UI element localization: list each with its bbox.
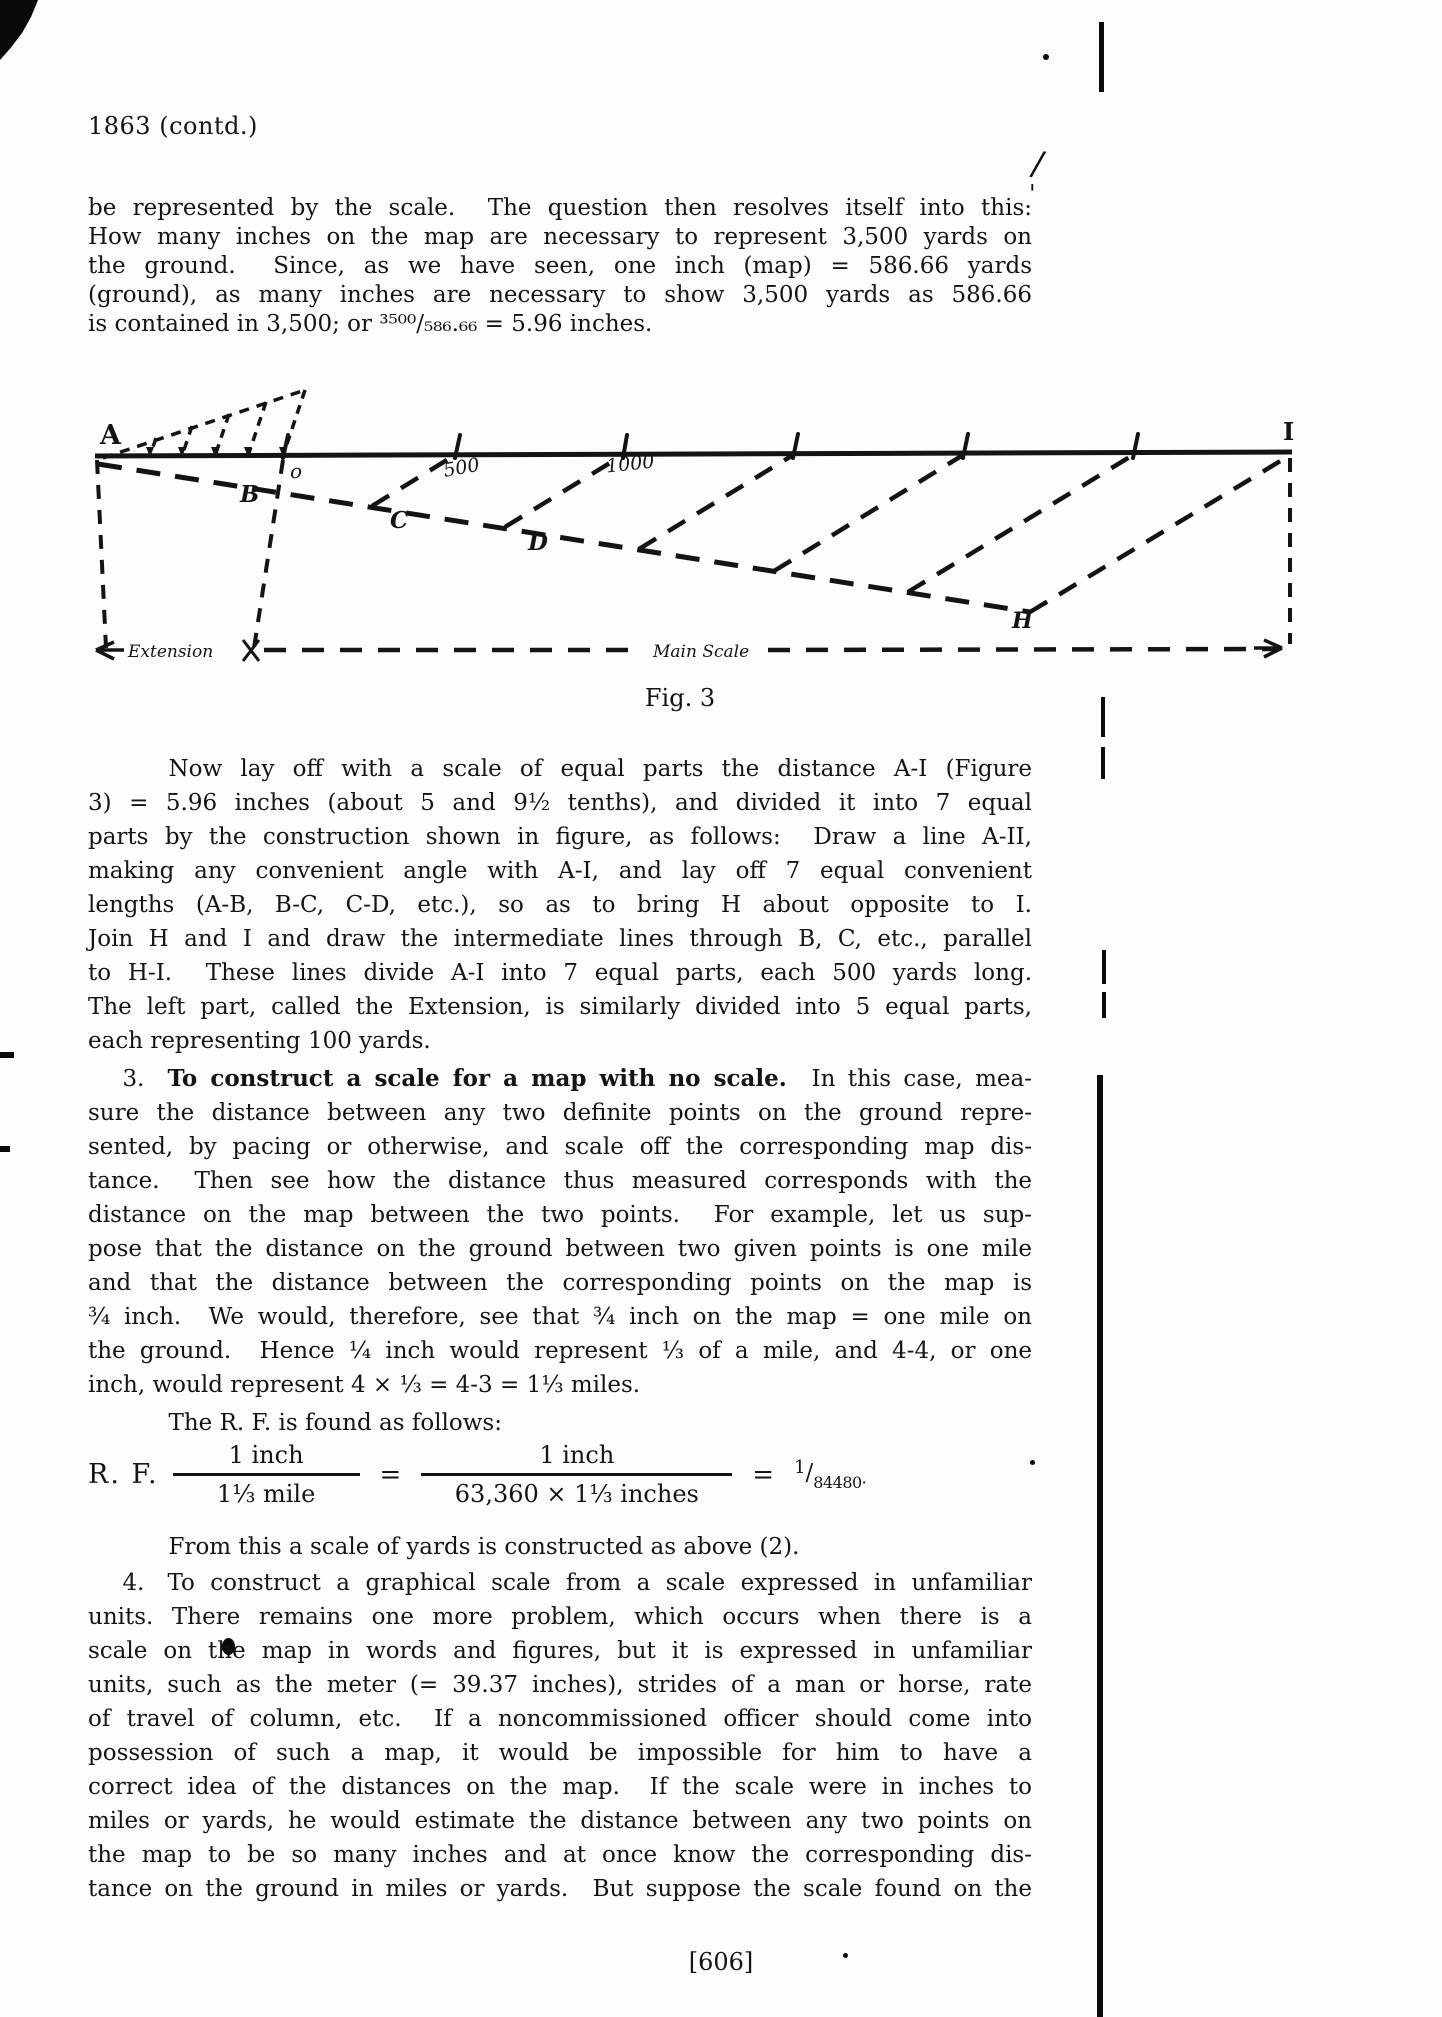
text-line: tance. Then see how the distance thus measured corresponds with the <box>88 1168 1032 1194</box>
extension-arrow-left <box>96 642 124 659</box>
equals-sign: = <box>379 1459 402 1490</box>
point-label-a: A <box>100 420 121 451</box>
text-line: (ground), as many inches are necessary to show 3,500 yards as 586.66 <box>88 282 1032 308</box>
text-line: possession of such a map, it would be impossible for him to have a <box>88 1740 1032 1766</box>
point-label-d: D <box>528 529 548 556</box>
text-line: the ground. Since, as we have seen, one inch (map) = 586.66 yards <box>88 253 1032 279</box>
text-line: distance on the map between the two points. For example, let us sup- <box>88 1202 1032 1228</box>
paragraph-3-first-line-rest: In this case, mea- <box>786 1066 1032 1092</box>
point-label-h: H <box>1012 608 1033 634</box>
paragraph-3 <box>88 1062 1032 1402</box>
zero-label-o: o <box>290 459 303 483</box>
text-line: parts by the construction shown in figure, as follows: Draw a line A-II, <box>88 824 1032 850</box>
rf-fraction-1-denominator: 1⅓ mile <box>216 1480 316 1508</box>
parallel-hatch-lines <box>372 454 1292 612</box>
scan-artifact-dot <box>1043 54 1049 60</box>
text-line: sented, by pacing or otherwise, and scale off the corresponding map dis- <box>88 1134 1032 1160</box>
text-line: The left part, called the Extension, is similarly divided into 5 equal parts, <box>88 994 1032 1020</box>
scan-artifact-corner-blob <box>0 0 38 60</box>
rf-result-slash: / <box>805 1460 814 1486</box>
scan-artifact-dot <box>1030 1460 1035 1465</box>
point-label-c: C <box>390 507 409 534</box>
rf-intro-line: The R. F. is found as follows: <box>88 1410 502 1436</box>
text-line: inch, would represent 4 × ⅓ = 4-3 = 1⅓ miles. <box>88 1372 641 1398</box>
paragraph-3-number: 3. <box>88 1066 168 1092</box>
text-line: 3) = 5.96 inches (about 5 and 9½ tenths), and divided it into 7 equal <box>88 790 1032 816</box>
point-label-i: I <box>1283 417 1295 446</box>
paragraph-2 <box>88 752 1032 1058</box>
text-line: Join H and I and draw the intermediate lines through B, C, etc., parallel <box>88 926 1032 952</box>
scan-artifact-apostrophe: ' <box>1029 180 1036 208</box>
equals-sign: = <box>752 1459 775 1490</box>
text-line: scale on the map in words and figures, but it is expressed in unfamiliar <box>88 1638 1032 1664</box>
text-line: the ground. Hence ¼ inch would represent ⅓ of a mile, and 4-4, or one <box>88 1338 1032 1364</box>
scan-artifact-slash: / <box>1027 143 1048 185</box>
extension-fan-droppers <box>150 390 305 456</box>
text-line: to H-I. These lines divide A-I into 7 equal parts, each 500 yards long. <box>88 960 1032 986</box>
text-line: units. There remains one more problem, which occurs when there is a <box>88 1604 1032 1630</box>
rf-fraction-2 <box>421 1441 732 1508</box>
rf-result-denominator: 84480· <box>813 1473 867 1492</box>
paragraph-3-first-line <box>88 1062 1032 1096</box>
text-line: lengths (A-B, B-C, C-D, etc.), so as to bring H about opposite to I. <box>88 892 1032 918</box>
rf-fraction-2-denominator: 63,360 × 1⅓ inches <box>454 1480 699 1508</box>
figure-3-diagram <box>0 378 1442 678</box>
paragraph-1 <box>88 194 1032 339</box>
page-number: [606] <box>688 1948 754 1976</box>
text-line: miles or yards, he would estimate the distance between any two points on <box>88 1808 1032 1834</box>
scan-artifact-margin-mark <box>1102 950 1106 984</box>
rf-fraction-2-numerator: 1 inch <box>421 1441 732 1476</box>
page-heading: 1863 (contd.) <box>88 112 258 140</box>
text-line: and that the distance between the corresponding points on the map is <box>88 1270 1032 1296</box>
main-scale-dimension-dashed <box>264 649 1276 650</box>
text-line: is contained in 3,500; or ³⁵⁰⁰/₅₈₆.₆₆ = 5.96 inches. <box>88 311 653 337</box>
figure-caption: Fig. 3 <box>644 684 716 712</box>
scan-artifact-margin-mark <box>1102 992 1106 1018</box>
paragraph-3-body <box>88 1096 1032 1402</box>
rf-fraction-1-numerator: 1 inch <box>173 1441 360 1476</box>
point-label-b: B <box>240 481 260 508</box>
rf-result <box>794 1457 866 1492</box>
tick-label-1000: 1000 <box>605 450 656 478</box>
text-line: pose that the distance on the ground between two given points is one mile <box>88 1236 1032 1262</box>
main-scale-line <box>95 452 1292 456</box>
text-line: units, such as the meter (= 39.37 inches), strides of a man or horse, rate <box>88 1672 1032 1698</box>
text-line: How many inches on the map are necessary to represent 3,500 yards on <box>88 224 1032 250</box>
paragraph-3-bold-heading: To construct a scale for a map with no scale. <box>167 1065 787 1092</box>
paragraph-4 <box>88 1566 1032 1906</box>
text-line: Now lay off with a scale of equal parts the distance A-I (Figure <box>88 756 1032 782</box>
scan-artifact-margin-mark <box>1101 747 1105 779</box>
scan-artifact-margin-mark <box>0 1052 14 1058</box>
left-vertical-dashed <box>97 460 106 648</box>
scan-artifact-right-edge-line <box>1097 1075 1103 2017</box>
text-line: tance on the ground in miles or yards. But suppose the scale found on the <box>88 1876 1032 1902</box>
extension-fan-auxiliary-line <box>103 390 305 458</box>
main-scale-label: Main Scale <box>653 642 750 662</box>
tick-label-500: 500 <box>441 453 482 482</box>
rf-formula <box>88 1441 866 1508</box>
rf-result-numerator: 1 <box>794 1457 806 1478</box>
scale-construction-diagram <box>0 378 1442 678</box>
text-line: of travel of column, etc. If a noncommissioned officer should come into <box>88 1706 1032 1732</box>
text-line: the map to be so many inches and at once know the corresponding dis- <box>88 1842 1032 1868</box>
text-line: 4. To construct a graphical scale from a scale expressed in unfamiliar <box>88 1570 1032 1596</box>
text-line: correct idea of the distances on the map. If the scale were in inches to <box>88 1774 1032 1800</box>
diagonal-line-a-h <box>98 464 1030 612</box>
extension-label: Extension <box>128 642 214 662</box>
scan-artifact-margin-mark <box>1101 697 1105 737</box>
from-this-line: From this a scale of yards is constructed as above (2). <box>88 1534 800 1560</box>
scan-artifact-margin-mark <box>0 1146 10 1152</box>
rf-formula-label: R. F. <box>88 1459 159 1490</box>
text-line: sure the distance between any two definite points on the ground repre- <box>88 1100 1032 1126</box>
boundary-cross-mark <box>243 640 259 661</box>
text-line: making any convenient angle with A-I, and lay off 7 equal convenient <box>88 858 1032 884</box>
text-line: be represented by the scale. The question then resolves itself into this: <box>88 195 1032 221</box>
text-line: ¾ inch. We would, therefore, see that ¾ inch on the map = one mile on <box>88 1304 1032 1330</box>
text-line: each representing 100 yards. <box>88 1028 431 1054</box>
rf-fraction-1 <box>173 1441 360 1508</box>
scan-artifact-top-right-line <box>1099 22 1104 92</box>
main-scale-arrow-right <box>1254 640 1282 657</box>
